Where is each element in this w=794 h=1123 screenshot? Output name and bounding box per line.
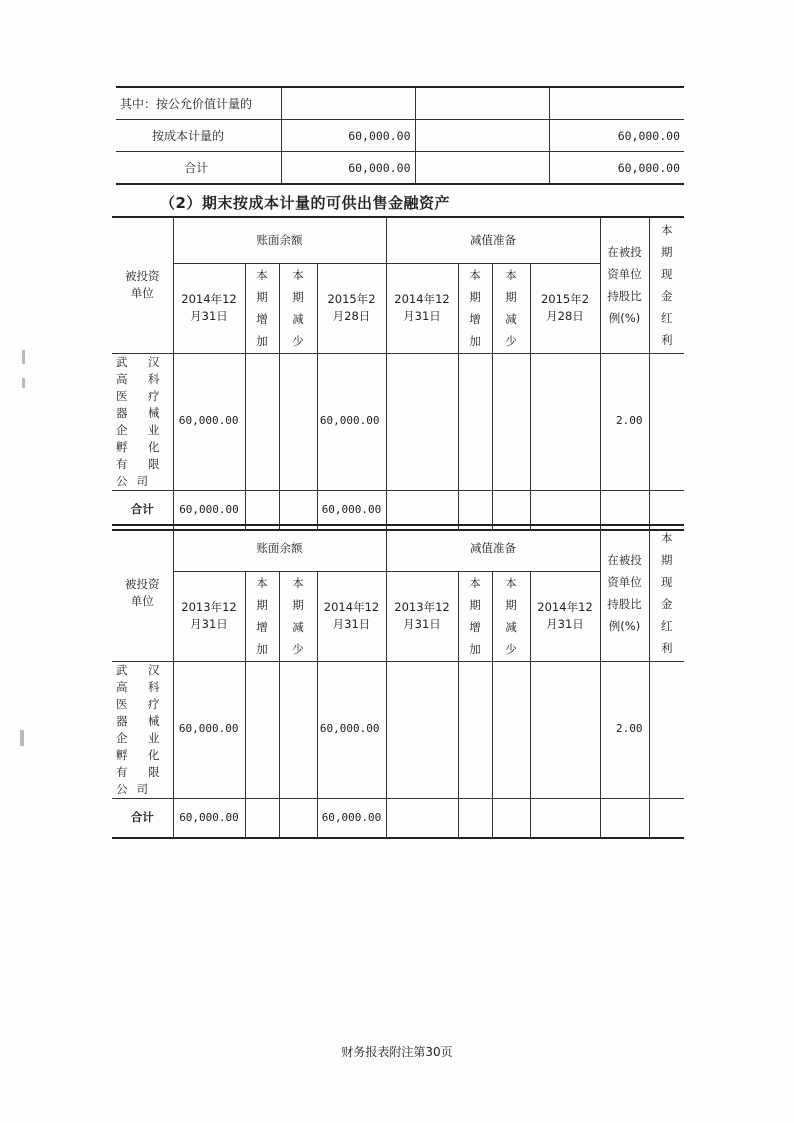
impairment-opening-header: 2014年12月31日 bbox=[386, 263, 458, 353]
value-cell bbox=[549, 87, 684, 120]
total-book-opening: 60,000.00 bbox=[173, 798, 245, 838]
total-book-closing: 60,000.00 bbox=[317, 490, 386, 530]
table-row bbox=[112, 661, 684, 798]
value-cell bbox=[415, 87, 549, 120]
value-cell: 60,000.00 bbox=[281, 120, 415, 152]
closing-header: 2015年2月28日 bbox=[317, 263, 386, 353]
dividend-header: 本期现金红利 bbox=[649, 525, 684, 661]
scan-speck bbox=[20, 730, 24, 746]
impairment-header: 减值准备 bbox=[386, 525, 600, 571]
impairment-opening-value bbox=[386, 353, 458, 490]
value-cell bbox=[281, 87, 415, 120]
value-cell bbox=[415, 152, 549, 185]
book-opening-value: 60,000.00 bbox=[173, 353, 245, 490]
total-book-opening: 60,000.00 bbox=[173, 490, 245, 530]
impairment-closing-value bbox=[530, 661, 600, 798]
investee-header: 被投资单位 bbox=[112, 217, 173, 353]
investment-table-2014 bbox=[112, 524, 684, 839]
impairment-increase-value bbox=[458, 353, 492, 490]
impairment-increase-header: 本期增加 bbox=[458, 263, 492, 353]
book-balance-header: 账面余额 bbox=[173, 525, 386, 571]
value-cell: 60,000.00 bbox=[281, 152, 415, 185]
investee-header: 被投资单位 bbox=[112, 525, 173, 661]
holding-ratio-header: 在被投资单位持股比例(%) bbox=[600, 217, 649, 353]
closing-header: 2014年12月31日 bbox=[317, 571, 386, 661]
dividend-value bbox=[649, 353, 684, 490]
book-balance-header: 账面余额 bbox=[173, 217, 386, 263]
impairment-decrease-value bbox=[492, 353, 530, 490]
value-cell: 60,000.00 bbox=[549, 120, 684, 152]
table-row bbox=[116, 152, 684, 185]
total-book-closing: 60,000.00 bbox=[317, 798, 386, 838]
holding-ratio-header: 在被投资单位持股比例(%) bbox=[600, 525, 649, 661]
top-summary-table bbox=[116, 86, 684, 185]
dividend-value bbox=[649, 661, 684, 798]
decrease-header: 本期减少 bbox=[279, 263, 317, 353]
decrease-header: 本期减少 bbox=[279, 571, 317, 661]
section-title: （2）期末按成本计量的可供出售金融资产 bbox=[160, 194, 450, 212]
book-decrease-value bbox=[279, 661, 317, 798]
impairment-increase-value bbox=[458, 661, 492, 798]
book-opening-value: 60,000.00 bbox=[173, 661, 245, 798]
scan-speck bbox=[22, 350, 25, 364]
opening-header: 2013年12月31日 bbox=[173, 571, 245, 661]
row-label: 其中：按公允价值计量的 bbox=[116, 87, 281, 120]
book-increase-value bbox=[245, 353, 279, 490]
increase-header: 本期增加 bbox=[245, 571, 279, 661]
impairment-decrease-value bbox=[492, 661, 530, 798]
book-decrease-value bbox=[279, 353, 317, 490]
holding-ratio-value: 2.00 bbox=[600, 353, 649, 490]
header-row bbox=[112, 525, 684, 571]
table-row bbox=[116, 120, 684, 152]
investment-table-2015 bbox=[112, 216, 684, 531]
dividend-header: 本期现金红利 bbox=[649, 217, 684, 353]
book-closing-value: 60,000.00 bbox=[317, 353, 386, 490]
value-cell bbox=[415, 120, 549, 152]
subheader-row bbox=[112, 571, 684, 661]
total-label: 合计 bbox=[112, 798, 173, 838]
header-row bbox=[112, 217, 684, 263]
holding-ratio-value: 2.00 bbox=[600, 661, 649, 798]
impairment-header: 减值准备 bbox=[386, 217, 600, 263]
impairment-closing-value bbox=[530, 353, 600, 490]
row-label: 按成本计量的 bbox=[116, 120, 281, 152]
impairment-opening-value bbox=[386, 661, 458, 798]
value-cell: 60,000.00 bbox=[549, 152, 684, 185]
increase-header: 本期增加 bbox=[245, 263, 279, 353]
table-row bbox=[112, 353, 684, 490]
page-footer: 财务报表附注第30页 bbox=[341, 1045, 453, 1059]
impairment-closing-header: 2014年12月31日 bbox=[530, 571, 600, 661]
investee-name: 武汉高科医疗器械企业孵化有限公司 bbox=[112, 661, 173, 798]
impairment-increase-header: 本期增加 bbox=[458, 571, 492, 661]
impairment-opening-header: 2013年12月31日 bbox=[386, 571, 458, 661]
row-label: 合计 bbox=[116, 152, 281, 185]
impairment-decrease-header: 本期减少 bbox=[492, 571, 530, 661]
book-increase-value bbox=[245, 661, 279, 798]
table-row bbox=[116, 87, 684, 120]
subheader-row bbox=[112, 263, 684, 353]
total-row bbox=[112, 798, 684, 838]
total-label: 合计 bbox=[112, 490, 173, 530]
scan-speck bbox=[22, 378, 25, 388]
book-closing-value: 60,000.00 bbox=[317, 661, 386, 798]
impairment-decrease-header: 本期减少 bbox=[492, 263, 530, 353]
opening-header: 2014年12月31日 bbox=[173, 263, 245, 353]
investee-name: 武汉高科医疗器械企业孵化有限公司 bbox=[112, 353, 173, 490]
impairment-closing-header: 2015年2月28日 bbox=[530, 263, 600, 353]
